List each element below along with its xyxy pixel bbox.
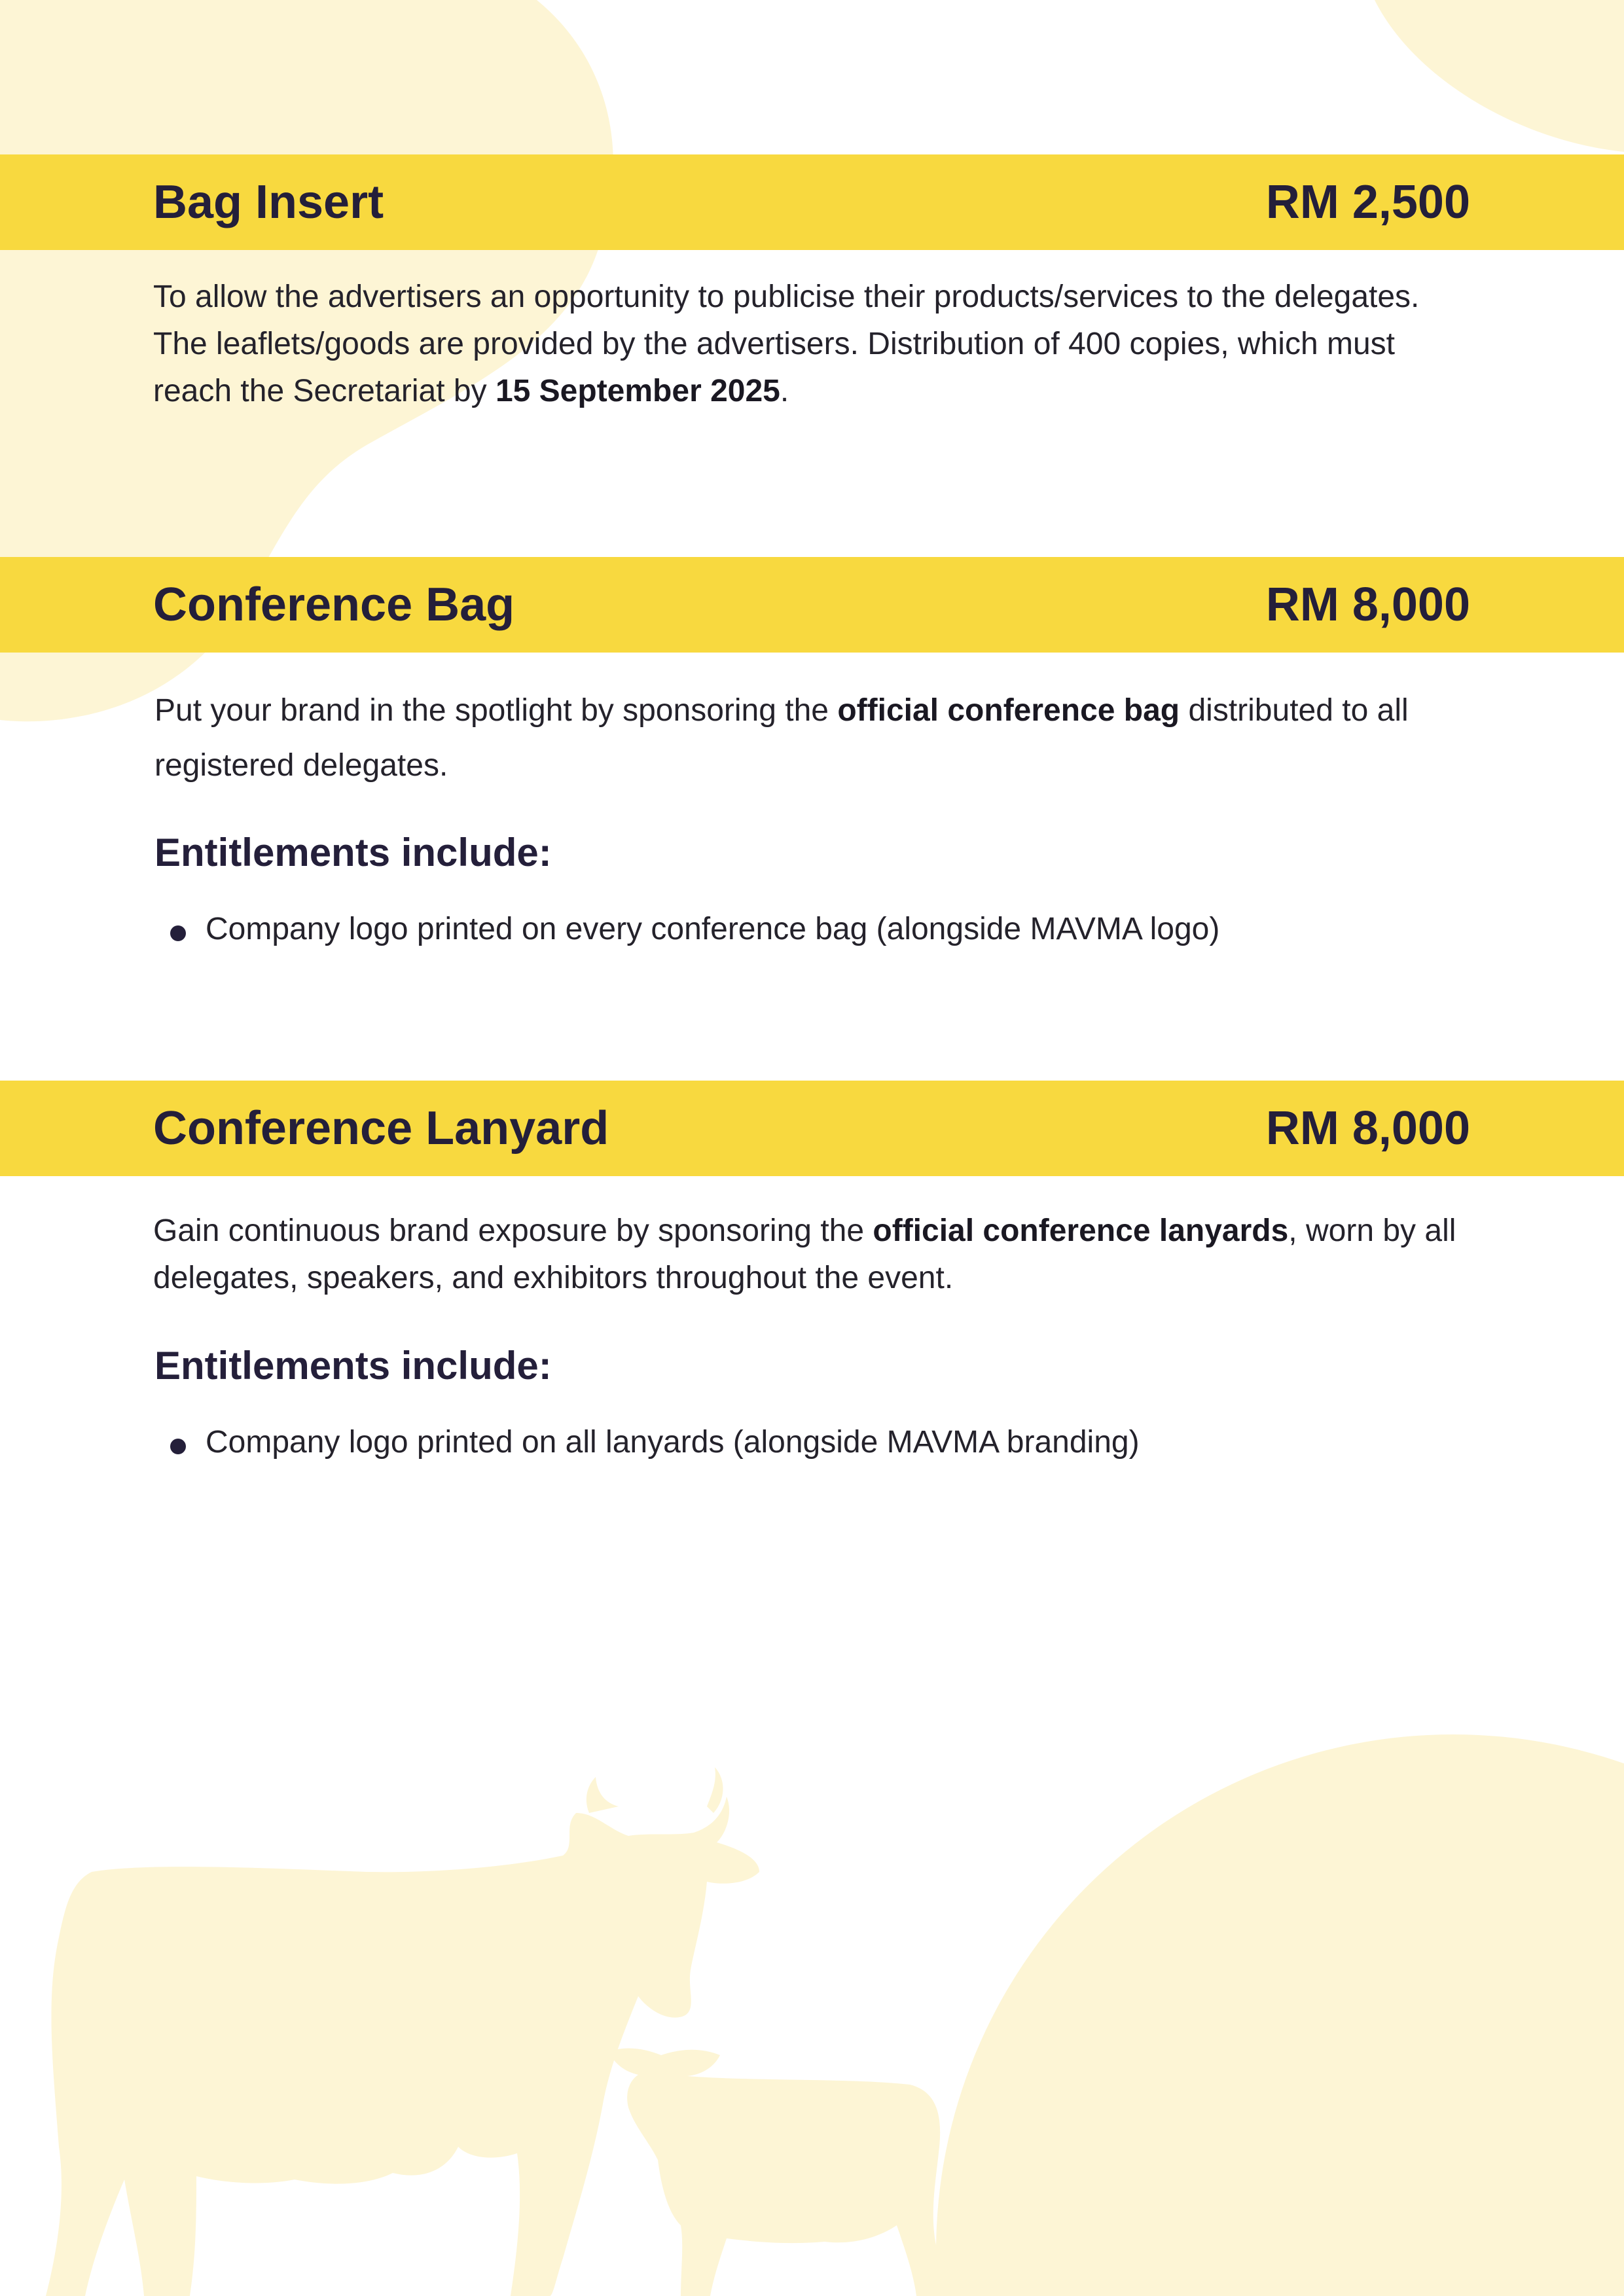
section-price: RM 8,000 xyxy=(1265,579,1470,631)
section-description xyxy=(153,1208,1475,1302)
description-text-end: . xyxy=(780,374,789,408)
section-header-band xyxy=(0,154,1624,250)
calf-silhouette-icon xyxy=(609,2049,949,2296)
section-title: Bag Insert xyxy=(153,176,384,228)
section-description xyxy=(154,683,1477,793)
list-item xyxy=(170,911,1219,947)
section-title: Conference Lanyard xyxy=(153,1102,609,1155)
section-header-band xyxy=(0,1081,1624,1176)
cow-silhouette-icon xyxy=(46,1767,759,2296)
section-description xyxy=(153,274,1475,415)
list-item xyxy=(170,1424,1140,1460)
section-price: RM 8,000 xyxy=(1265,1102,1470,1155)
list-item-text: Company logo printed on all lanyards (alongside MAVMA branding) xyxy=(206,1425,1140,1460)
description-text-end: distributed to all registered delegates. xyxy=(154,693,1409,783)
entitlements-heading: Entitlements include: xyxy=(154,831,552,874)
entitlements-list xyxy=(170,911,1219,947)
list-item-text: Company logo printed on every conference bag (alongside MAVMA logo) xyxy=(206,912,1220,946)
description-text: Put your brand in the spotlight by sponsoring the xyxy=(154,693,838,728)
bottom-right-circle xyxy=(936,1734,1624,2296)
description-highlight: official conference bag xyxy=(837,693,1180,728)
section-title: Conference Bag xyxy=(153,579,515,631)
entitlements-heading: Entitlements include: xyxy=(154,1344,552,1388)
description-text: To allow the advertisers an opportunity to publicise their products/services to the delegates. The leaflets/goods are provided by the advertisers. Distribution of 400 copies, which must reach the Secretariat by xyxy=(153,279,1420,408)
section-price: RM 2,500 xyxy=(1265,176,1470,228)
description-highlight: official conference lanyards xyxy=(873,1213,1289,1248)
entitlements-list xyxy=(170,1424,1140,1460)
section-header-band xyxy=(0,557,1624,653)
bullet-dot-icon xyxy=(170,1439,186,1454)
bullet-dot-icon xyxy=(170,925,186,941)
description-highlight: 15 September 2025 xyxy=(495,374,780,408)
top-right-arc xyxy=(1375,0,1624,152)
description-text-end: , worn by all delegates, speakers, and exhibitors throughout the event. xyxy=(153,1213,1456,1295)
description-text: Gain continuous brand exposure by sponsoring the xyxy=(153,1213,873,1248)
